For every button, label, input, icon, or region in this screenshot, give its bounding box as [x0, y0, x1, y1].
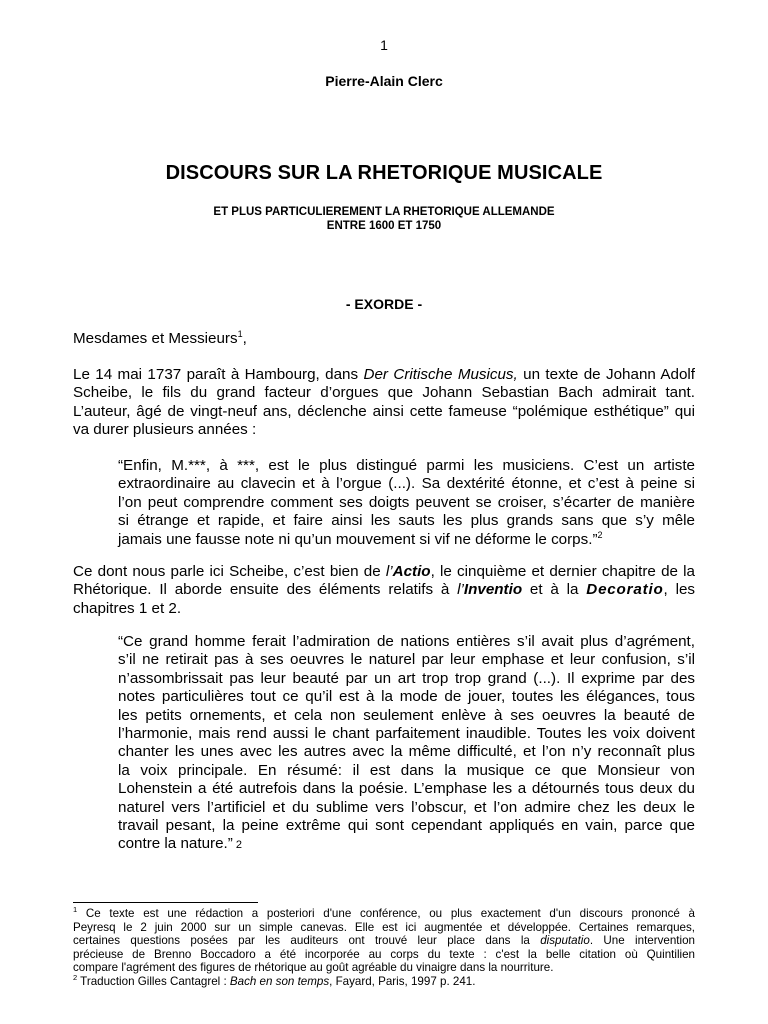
footnote-1-line: compare l'agrément des figures de rhétorique au goût agréable du vinaigre dans la nourriture.	[73, 961, 554, 975]
p1-text-post: un texte de Johann Adolf	[517, 366, 696, 383]
quote-2-line: Lohenstein a été autrefois dans la poésie. L’emphase les a détournés tous deux du	[118, 780, 695, 798]
quote-1	[118, 457, 695, 549]
quote-2-line: l’harmonie, mais rend aussi le chant parfaitement inaudible. Toutes les voix doivent	[118, 725, 695, 743]
paragraph-1-line-3: L’auteur, âgé de vingt-neuf ans, déclenche ainsi cette fameuse “polémique esthétique” qui	[73, 402, 695, 420]
quote-2-line: s’il ne retirait pas à ses oeuvres le naturel par leur emphase et leur confusion, s’il	[118, 651, 695, 669]
footnote-1-line	[73, 907, 695, 921]
footnote-1-text: certaines questions posées par les auditeurs ont trouvé leur place dans la	[73, 934, 541, 948]
p1-italic-title: Der Critische Musicus,	[363, 366, 518, 383]
document-title: DISCOURS SUR LA RHETORIQUE MUSICALE	[165, 162, 603, 184]
p2-text: , les	[663, 581, 695, 599]
paragraph-1-line-2: Scheibe, le fils du grand facteur d’orgues que Johann Sebastian Bach admirait tant.	[73, 384, 695, 402]
subtitle-line-2: ENTRE 1600 ET 1750	[326, 220, 442, 232]
page-number: 1	[380, 37, 388, 53]
footnote-2-marker: 2	[73, 973, 78, 983]
salutation-text: Mesdames et Messieurs	[73, 330, 238, 347]
footnote-1-line: précieuse de Brenno Boccadoro a été incorporée au corps du texte : c'est la belle citation où Quintilien	[73, 947, 695, 961]
quote-1-line	[118, 531, 695, 549]
footnote-2-book-title: Bach en son temps	[229, 974, 330, 988]
quote-1-line: extraordinaire au clavecin et à l’orgue (...). Sa dextérité étonne, et c’est à peine si	[118, 475, 695, 493]
quote-2	[118, 633, 695, 855]
quote-1-last-text: jamais une fausse note ni qu’un mouvement si vif ne déforme le corps.”	[118, 530, 598, 548]
p2-italic: l’	[385, 563, 393, 580]
footnote-ref-2b[interactable]: 2	[232, 839, 242, 852]
term-actio: Actio	[392, 563, 431, 580]
quote-2-line: chanter les unes avec les autres avec la même difficulté, et l’on n’y reconnaît plus	[118, 743, 695, 761]
paragraph-2-line-2	[73, 581, 695, 599]
paragraph-1-line-4: va durer plusieurs années :	[73, 421, 257, 439]
paragraph-2	[73, 563, 695, 618]
quote-2-line: “Ce grand homme ferait l’admiration de nations entières s’il avait plus d’agrément,	[118, 633, 695, 650]
paragraph-1	[73, 366, 695, 440]
footnote-1-text: . Une intervention	[589, 934, 695, 948]
quote-2-line: les petits ornements, et cela non seulement enlève à ses oeuvres la beauté de	[118, 706, 695, 724]
quote-2-line: la voix principale. En résumé: il est dans la musique ce que Monsieur von	[118, 761, 695, 779]
subtitle-line-1: ET PLUS PARTICULIEREMENT LA RHETORIQUE ALLEMANDE	[213, 206, 555, 218]
term-decoratio: Decoratio	[586, 581, 664, 599]
quote-1-line: si étrange et rapide, et faire ainsi les sauts les plus grands sans que s’y mêle	[118, 512, 695, 530]
footnote-1-text: Ce texte est une rédaction a posteriori d'une conférence, ou plus exactement d'un discours prononcé à	[77, 907, 695, 920]
p1-text: Le 14 mai 1737 paraît à Hambourg, dans	[73, 366, 364, 383]
paragraph-1-line-1	[73, 366, 695, 384]
footnote-2-text: , Fayard, Paris, 1997 p. 241.	[329, 974, 476, 988]
salutation	[73, 330, 695, 348]
paragraph-2-line-1	[73, 563, 695, 581]
footnote-2-line	[73, 975, 695, 989]
footnotes	[73, 907, 695, 989]
p2-text: et à la	[522, 581, 587, 599]
p2-text: Ce dont nous parle ici Scheibe, c’est bien de	[73, 563, 386, 580]
footnote-1-marker: 1	[73, 905, 78, 915]
footnote-divider	[73, 902, 258, 903]
quote-2-line: n’assombrissait pas leur beauté par un art trop trop grand (...). Il exprime par des	[118, 669, 695, 687]
quote-2-line: travail pesant, la peine extrême qui sont cependant appliqués en vain, parce que	[118, 817, 695, 835]
footnote-ref-2[interactable]: 2	[597, 529, 603, 540]
author-name: Pierre-Alain Clerc	[325, 73, 443, 89]
quote-1-line: “Enfin, M.***, à ***, est le plus distingué parmi les musiciens. C’est un artiste	[118, 457, 695, 474]
quote-1-line: l’on peut comprendre comment ses doigts peuvent se croiser, s’écarter de manière	[118, 493, 695, 511]
footnote-ref-1[interactable]: 1	[237, 328, 243, 339]
footnote-1-line: Peyresq le 2 juin 2000 sur un simple canevas. Elle est ici augmentée et développée. Certaines remarques,	[73, 920, 695, 934]
p2-italic: l’	[457, 581, 464, 599]
quote-2-line: naturel vers l’artificiel et du sublime vers l’obscur, et l’on admire chez les deux le	[118, 798, 695, 816]
quote-2-line: notes particulières tout ce qu’il est à la mode de jouer, toutes les élégances, tous	[118, 688, 695, 706]
salutation-punct: ,	[242, 330, 247, 347]
section-heading: - EXORDE -	[345, 296, 423, 312]
footnote-1-italic: disputatio	[540, 934, 590, 948]
term-inventio: Inventio	[463, 581, 523, 599]
p2-text: Rhétorique. Il aborde ensuite des éléments relatifs à	[73, 581, 458, 599]
quote-2-line	[118, 835, 695, 854]
p2-text: , le cinquième et dernier chapitre de la	[430, 563, 696, 580]
footnote-1-line	[73, 934, 695, 948]
footnote-2-text: Traduction Gilles Cantagrel :	[77, 974, 230, 988]
paragraph-2-line-3: chapitres 1 et 2.	[73, 599, 182, 617]
quote-2-last-text: contre la nature.”	[118, 835, 233, 853]
